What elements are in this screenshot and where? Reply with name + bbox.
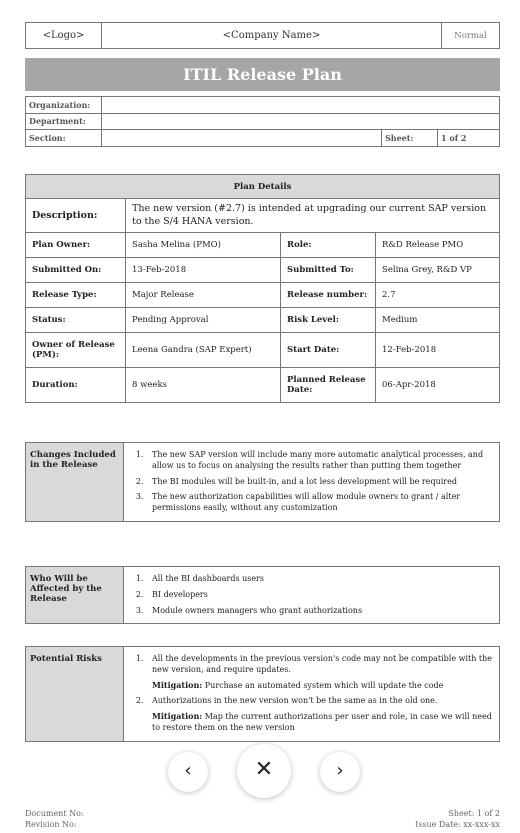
list-item: 3. Module owners managers who grant authorizations xyxy=(146,606,495,617)
changes-label: Changes Included in the Release xyxy=(26,443,124,522)
risk-text: All the developments in the previous version's code may not be compatible with the new version, and require updates. xyxy=(152,654,493,674)
plan-row-label: Plan Owner: xyxy=(26,233,126,258)
list-item xyxy=(146,696,495,733)
plan-row-label: Planned Release Date: xyxy=(281,368,376,403)
description-value: The new version (#2.7) is intended at upgrading our current SAP version to the S/4 HANA version. xyxy=(126,199,500,233)
sheet-value: 1 of 2 xyxy=(438,130,500,147)
footer-sheet: Sheet: 1 of 2 xyxy=(448,809,500,818)
mitigation-text: Map the current authorizations per user and role, in case we will need to restore them on the new version xyxy=(152,712,492,732)
plan-row-value: Medium xyxy=(376,308,500,333)
previous-page-button[interactable] xyxy=(168,752,208,792)
plan-row-label: Risk Level: xyxy=(281,308,376,333)
plan-row-label: Release number: xyxy=(281,283,376,308)
close-button[interactable] xyxy=(237,744,291,798)
affected-content xyxy=(124,567,500,624)
close-icon: ✕ xyxy=(254,757,274,782)
affected-label: Who Will be Affected by the Release xyxy=(26,567,124,624)
mitigation-text: Purchase an automated system which will update the code xyxy=(204,680,444,690)
risks-section xyxy=(25,646,500,742)
sheet-label: Sheet: xyxy=(382,130,438,147)
mitigation xyxy=(152,680,495,692)
plan-row-value: Major Release xyxy=(126,283,281,308)
plan-row-value: 12-Feb-2018 xyxy=(376,333,500,368)
department-label: Department: xyxy=(26,113,102,130)
plan-row-label: Status: xyxy=(26,308,126,333)
section-label: Section: xyxy=(26,130,102,147)
list-item: 1. The new SAP version will include many more automatic analytical processes, and allow us to focus on analysing the results rather than putting them together xyxy=(146,450,495,472)
plan-details-table xyxy=(25,174,500,403)
plan-row-value: R&D Release PMO xyxy=(376,233,500,258)
navigation-bar xyxy=(0,752,520,792)
risk-text: Authorizations in the new version won't be the same as in the old one. xyxy=(152,696,438,706)
plan-row-value: Leena Gandra (SAP Expert) xyxy=(126,333,281,368)
plan-row-value: Sasha Melina (PMO) xyxy=(126,233,281,258)
page-title: ITIL Release Plan xyxy=(25,58,500,91)
plan-row-label: Role: xyxy=(281,233,376,258)
plan-row-label: Submitted On: xyxy=(26,258,126,283)
document-header xyxy=(25,22,500,49)
risks-content xyxy=(124,647,500,742)
plan-row-label: Start Date: xyxy=(281,333,376,368)
description-label: Description: xyxy=(26,199,126,233)
mitigation-label: Mitigation: xyxy=(152,679,203,690)
section-value xyxy=(102,130,382,147)
mitigation-label: Mitigation: xyxy=(152,711,203,722)
organization-value xyxy=(102,97,500,114)
list-item: 2. The BI modules will be built-in, and a lot less development will be required xyxy=(146,477,495,488)
changes-content xyxy=(124,443,500,522)
next-page-button[interactable] xyxy=(320,752,360,792)
chevron-left-icon: ‹ xyxy=(184,760,192,781)
plan-row-value: Selina Grey, R&D VP xyxy=(376,258,500,283)
issue-date: Issue Date: xx-xxx-xx xyxy=(415,820,500,829)
document-meta xyxy=(25,96,500,147)
chevron-right-icon: › xyxy=(336,760,344,781)
document-status: Normal xyxy=(442,23,500,49)
affected-section xyxy=(25,566,500,624)
plan-row-value: 13-Feb-2018 xyxy=(126,258,281,283)
list-item xyxy=(146,654,495,691)
plan-row-label: Duration: xyxy=(26,368,126,403)
revision-number: Revision No: xyxy=(25,820,77,829)
document-number: Document No: xyxy=(25,809,84,818)
plan-details-heading: Plan Details xyxy=(26,175,500,199)
organization-label: Organization: xyxy=(26,97,102,114)
logo-placeholder: <Logo> xyxy=(26,23,102,49)
plan-row-value: Pending Approval xyxy=(126,308,281,333)
plan-row-value: 8 weeks xyxy=(126,368,281,403)
list-item: 1. All the BI dashboards users xyxy=(146,574,495,585)
plan-row-label: Submitted To: xyxy=(281,258,376,283)
company-name: <Company Name> xyxy=(102,23,442,49)
risks-label: Potential Risks xyxy=(26,647,124,742)
list-item: 2. BI developers xyxy=(146,590,495,601)
mitigation xyxy=(152,711,495,734)
changes-section xyxy=(25,442,500,522)
list-item: 3. The new authorization capabilities will allow module owners to grant / alter permissions easily, without any customization xyxy=(146,492,495,514)
department-value xyxy=(102,113,500,130)
plan-row-label: Release Type: xyxy=(26,283,126,308)
plan-row-value: 2.7 xyxy=(376,283,500,308)
plan-row-value: 06-Apr-2018 xyxy=(376,368,500,403)
plan-row-label: Owner of Release (PM): xyxy=(26,333,126,368)
